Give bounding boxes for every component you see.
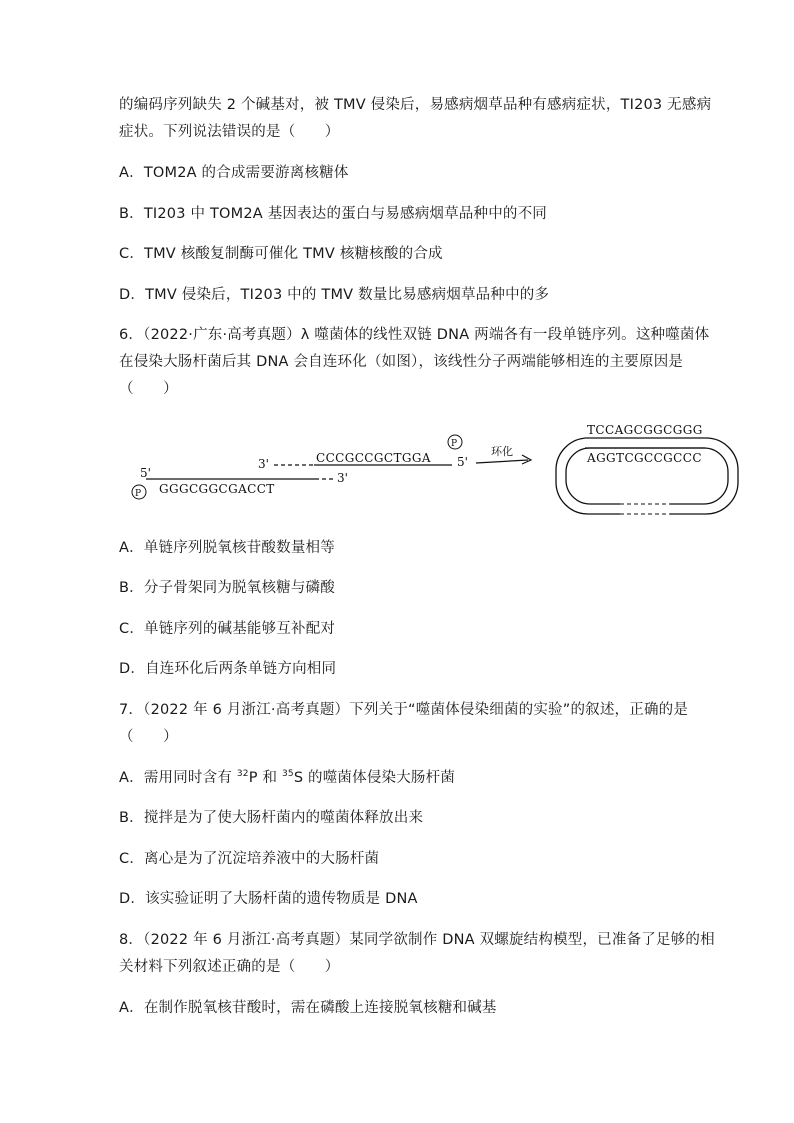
- q5-option-a: A．TOM2A 的合成需要游离核糖体: [119, 165, 349, 181]
- left-5prime-label: 5': [140, 466, 151, 480]
- q6-stem-line2: 在侵染大肠杆菌后其 DNA 会自连环化（如图），该线性分子两端能够相连的主要原因是: [119, 354, 684, 370]
- q7-option-a-prefix: A．需用同时含有: [119, 770, 237, 786]
- q7-option-d: D．该实验证明了大肠杆菌的遗传物质是 DNA: [119, 891, 418, 907]
- q6-option-d: D．自连环化后两条单链方向相同: [119, 661, 337, 677]
- q6-option-c: C．单链序列的碱基能够互补配对: [119, 621, 336, 637]
- q8-stem-line1: 8．（2022 年 6 月浙江·高考真题）某同学欲制作 DNA 双螺旋结构模型，已准备了足够的相: [119, 932, 715, 948]
- circle-inner-seq: AGGTCGCCGCCC: [587, 451, 702, 465]
- q5-stem-line2: 症状。下列说法错误的是（ ）: [119, 124, 340, 140]
- q7-stem-line2: （ ）: [119, 729, 178, 745]
- q7-option-a-mid: P 和: [248, 770, 282, 786]
- q7-option-b: B．搅拌是为了使大肠杆菌内的噬菌体释放出来: [119, 810, 424, 826]
- cyclize-arrow-label: 环化: [491, 445, 513, 458]
- left-phosphate-label: P: [135, 489, 142, 499]
- bottom-3prime-label: 3': [337, 471, 348, 485]
- q6-option-b: B．分子骨架同为脱氧核糖与磷酸: [119, 580, 335, 596]
- q5-stem-line1: 的编码序列缺失 2 个碱基对，被 TMV 侵染后，易感病烟草品种有感病症状，TI203 无感病: [119, 97, 712, 113]
- q5-option-b: B．TI203 中 TOM2A 基因表达的蛋白与易感病烟草品种中的不同: [119, 206, 548, 222]
- left-single-strand-seq: GGGCGGCGACCT: [159, 482, 275, 496]
- q6-stem-line3: （ ）: [119, 381, 178, 397]
- q7-option-c: C．离心是为了沉淀培养液中的大肠杆菌: [119, 851, 380, 867]
- q8-option-a: A．在制作脱氧核苷酸时，需在磷酸上连接脱氧核糖和碱基: [119, 1000, 497, 1016]
- top-3prime-label: 3': [258, 457, 269, 471]
- right-phosphate-label: P: [451, 439, 458, 449]
- q6-option-a: A．单链序列脱氧核苷酸数量相等: [119, 540, 335, 556]
- q6-stem-line1: 6．（2022·广东·高考真题）λ 噬菌体的线性双链 DNA 两端各有一段单链序列。这种噬菌体: [119, 327, 710, 343]
- q5-option-c: C．TMV 核酸复制酶可催化 TMV 核糖核酸的合成: [119, 246, 443, 262]
- cyclize-arrow-line: [476, 460, 528, 463]
- right-5prime-label: 5': [457, 455, 468, 469]
- q7-option-a-suffix: S 的噬菌体侵染大肠杆菌: [293, 770, 456, 786]
- top-single-strand-seq: CCCGCCGCTGGA: [316, 451, 431, 465]
- q7-option-a: [119, 768, 679, 788]
- q5-option-d: D．TMV 侵染后，TI203 中的 TMV 数量比易感病烟草品种中的多: [119, 287, 550, 303]
- q7-sup-32: 32: [236, 769, 249, 780]
- q7-sup-35: 35: [281, 769, 294, 780]
- q7-stem-line1: 7．（2022 年 6 月浙江·高考真题）下列关于“噬菌体侵染细菌的实验”的叙述，正确的是: [119, 702, 689, 718]
- q8-stem-line2: 关材料下列叙述正确的是（ ）: [119, 959, 340, 975]
- circle-outer-seq: TCCAGCGGCGGG: [587, 423, 703, 437]
